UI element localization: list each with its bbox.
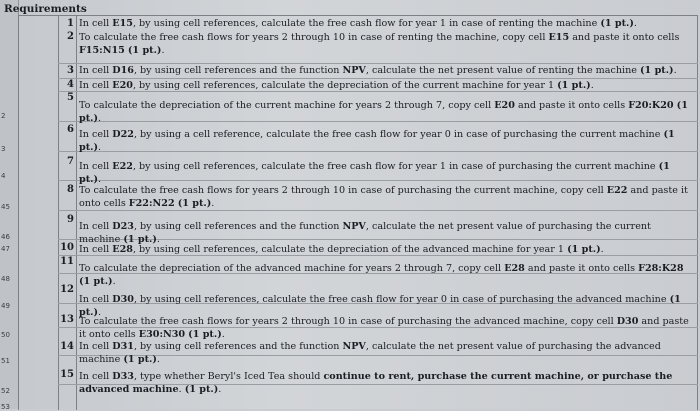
requirement-text	[79, 371, 691, 396]
bold-text: D16	[112, 65, 134, 76]
text-run: In cell	[79, 371, 113, 382]
row-separator	[58, 78, 698, 79]
text-run: .	[112, 275, 116, 287]
bold-text: (1 pt.)	[123, 353, 157, 365]
requirement-number: 3	[67, 65, 74, 76]
text-run: , by using cell references and the function	[133, 65, 343, 76]
text-run: and paste it onto cells	[79, 185, 688, 209]
requirement-number: 7	[67, 156, 74, 167]
text-run: .	[98, 112, 102, 124]
bold-text: E15	[548, 32, 570, 43]
bold-text: E20	[494, 100, 515, 111]
requirement-text	[79, 185, 691, 210]
requirement-text	[79, 32, 691, 57]
row-number: 48	[1, 275, 10, 283]
requirement-text	[79, 65, 691, 78]
bold-text: E28	[112, 244, 133, 255]
bold-text: E28	[504, 263, 525, 274]
text-run: .	[98, 141, 102, 153]
text-run: To calculate the depreciation of the advanced machine for years 2 through 7, copy cell	[79, 263, 505, 274]
text-run: .	[211, 197, 215, 209]
bold-text: E22	[606, 185, 628, 196]
text-run: , by using cell references, calculate the depreciation of the advanced machine for year 1	[132, 244, 568, 255]
text-run: .	[221, 328, 225, 340]
bold-text: D30	[616, 316, 639, 327]
bold-text: NPV	[342, 221, 366, 232]
text-run: In cell	[79, 80, 113, 91]
bold-text: D23	[112, 221, 134, 232]
requirement-text	[79, 161, 691, 186]
row-number: 47	[1, 245, 10, 253]
bold-text: (1 pt.)	[177, 197, 212, 209]
text-run: In cell	[79, 65, 113, 76]
bold-text: (1 pt.)	[567, 244, 601, 255]
row-number: 49	[1, 302, 10, 310]
requirement-number: 4	[67, 79, 74, 90]
text-run: , by using cell references and the function	[133, 341, 343, 352]
row-number: 50	[1, 331, 10, 339]
text-run: .	[590, 80, 594, 91]
text-run: , calculate the net present value of renting the machine	[365, 65, 641, 76]
table-border-left	[18, 16, 19, 410]
text-run: In cell	[79, 129, 113, 140]
requirement-text	[79, 129, 691, 154]
text-run: , by using cell references, calculate the free cash flow for year 1 in case of renting the machine	[132, 18, 601, 29]
bold-text: (1 pt.)	[79, 100, 688, 124]
text-run: In cell	[79, 18, 113, 29]
text-run: .	[161, 44, 165, 56]
bold-text: F22:N22	[128, 197, 175, 209]
requirement-number: 13	[60, 314, 74, 325]
text-run: To calculate the depreciation of the current machine for years 2 through 7, copy cell	[79, 100, 495, 111]
requirement-number: 12	[60, 284, 74, 295]
text-run: , calculate the net present value of purchasing the advanced machine	[79, 341, 661, 365]
text-run: .	[218, 383, 222, 395]
requirement-text	[79, 244, 691, 257]
text-run: and paste it onto cells	[524, 263, 639, 274]
text-run: , calculate the net present value of purchasing the current machine	[79, 221, 651, 245]
text-run: To calculate the free cash flows for years 2 through 10 in case of purchasing the advanced machine, copy cell	[79, 316, 617, 327]
row-number: 46	[1, 233, 10, 241]
bold-text: (1 pt.)	[600, 18, 634, 29]
bold-text: E20	[112, 80, 133, 91]
text-run: , by using cell references, calculate the depreciation of the current machine for year 1	[132, 80, 558, 91]
row-separator	[58, 210, 698, 211]
bold-text: F28:K28	[638, 263, 684, 274]
text-run: In cell	[79, 244, 113, 255]
row-separator	[58, 63, 698, 64]
text-run: In cell	[79, 221, 113, 232]
requirement-text	[79, 100, 691, 125]
bold-text: (1 pt.)	[557, 80, 591, 91]
bold-text: D31	[112, 341, 134, 352]
bold-text: (1 pt.)	[640, 65, 674, 76]
bold-text: NPV	[342, 65, 366, 76]
text-run: , by using cell references, calculate the free cash flow for year 0 in case of purchasing the advanced machine	[133, 294, 670, 305]
requirement-number: 6	[67, 124, 74, 135]
text-run: .	[98, 306, 102, 318]
requirement-number: 2	[67, 31, 74, 42]
text-run: .	[156, 233, 160, 245]
requirement-number: 8	[67, 184, 74, 195]
bold-text: E22	[112, 161, 133, 172]
row-number: 2	[1, 112, 6, 120]
requirement-number: 5	[67, 92, 74, 103]
bold-text: (1 pt.)	[188, 328, 222, 340]
bold-text: D33	[112, 371, 134, 382]
bold-text: E30:N30	[138, 328, 186, 340]
requirement-number: 11	[60, 256, 74, 267]
bold-text: D30	[112, 294, 134, 305]
requirement-text	[79, 18, 691, 31]
requirement-text	[79, 316, 691, 341]
text-run: and paste it onto cells	[79, 316, 689, 340]
requirement-number: 9	[67, 214, 74, 225]
row-number: 4	[1, 172, 6, 180]
text-run: , type whether Beryl's Iced Tea should	[133, 371, 324, 382]
bold-text: (1 pt.)	[184, 383, 219, 395]
requirement-number: 10	[60, 242, 74, 253]
text-run: .	[600, 244, 604, 255]
requirement-text	[79, 80, 691, 93]
bold-text: continue to rent, purchase the current machine, or purchase the advanced machine	[79, 371, 673, 395]
text-run: In cell	[79, 161, 113, 172]
text-run: .	[98, 173, 102, 185]
bold-text: F15:N15	[79, 44, 125, 56]
bold-text: (1 pt.)	[79, 161, 670, 185]
requirement-number: 1	[67, 18, 74, 29]
bold-text: (1 pt.)	[127, 44, 162, 56]
text-run: , by using cell references, calculate the free cash flow for year 1 in case of purchasing the current machine	[132, 161, 659, 172]
row-number: 53	[1, 403, 10, 411]
text-run: To calculate the free cash flows for years 2 through 10 in case of purchasing the current machine, copy cell	[79, 185, 607, 196]
requirements-table	[18, 15, 698, 410]
text-run: .	[156, 353, 160, 365]
text-run: , by using cell references and the function	[133, 221, 343, 232]
requirement-text	[79, 341, 691, 366]
requirement-number: 15	[60, 369, 74, 380]
text-run: In cell	[79, 294, 113, 305]
text-run: .	[633, 18, 637, 29]
bold-text: E15	[112, 18, 133, 29]
text-run: .	[178, 383, 185, 395]
text-run: and paste it onto cells	[569, 32, 680, 43]
row-number: 45	[1, 203, 10, 211]
bold-text: F20:K20	[628, 100, 674, 111]
row-number: 3	[1, 145, 6, 153]
row-number: 52	[1, 387, 10, 395]
bold-text: D22	[112, 129, 134, 140]
text-run: and paste it onto cells	[514, 100, 629, 111]
bold-text: (1 pt.)	[79, 275, 113, 287]
table-border-num-right	[76, 16, 77, 410]
row-number: 51	[1, 357, 10, 365]
text-run: To calculate the free cash flows for years 2 through 10 in case of renting the machine, copy cell	[79, 32, 549, 43]
requirements-title: Requirements	[4, 3, 87, 15]
text-run: , by using a cell reference, calculate the free cash flow for year 0 in case of purchasing the current machine	[133, 129, 664, 140]
requirement-text	[79, 221, 691, 246]
bold-text: (1 pt.)	[123, 233, 157, 245]
text-run: .	[673, 65, 677, 76]
bold-text: (1 pt.)	[79, 129, 675, 153]
bold-text: (1 pt.)	[79, 294, 681, 318]
requirement-number: 14	[60, 341, 74, 352]
table-border-right	[697, 16, 698, 410]
bold-text: NPV	[342, 341, 366, 352]
text-run: In cell	[79, 341, 113, 352]
requirement-text	[79, 263, 691, 288]
row-header-column	[0, 0, 19, 409]
